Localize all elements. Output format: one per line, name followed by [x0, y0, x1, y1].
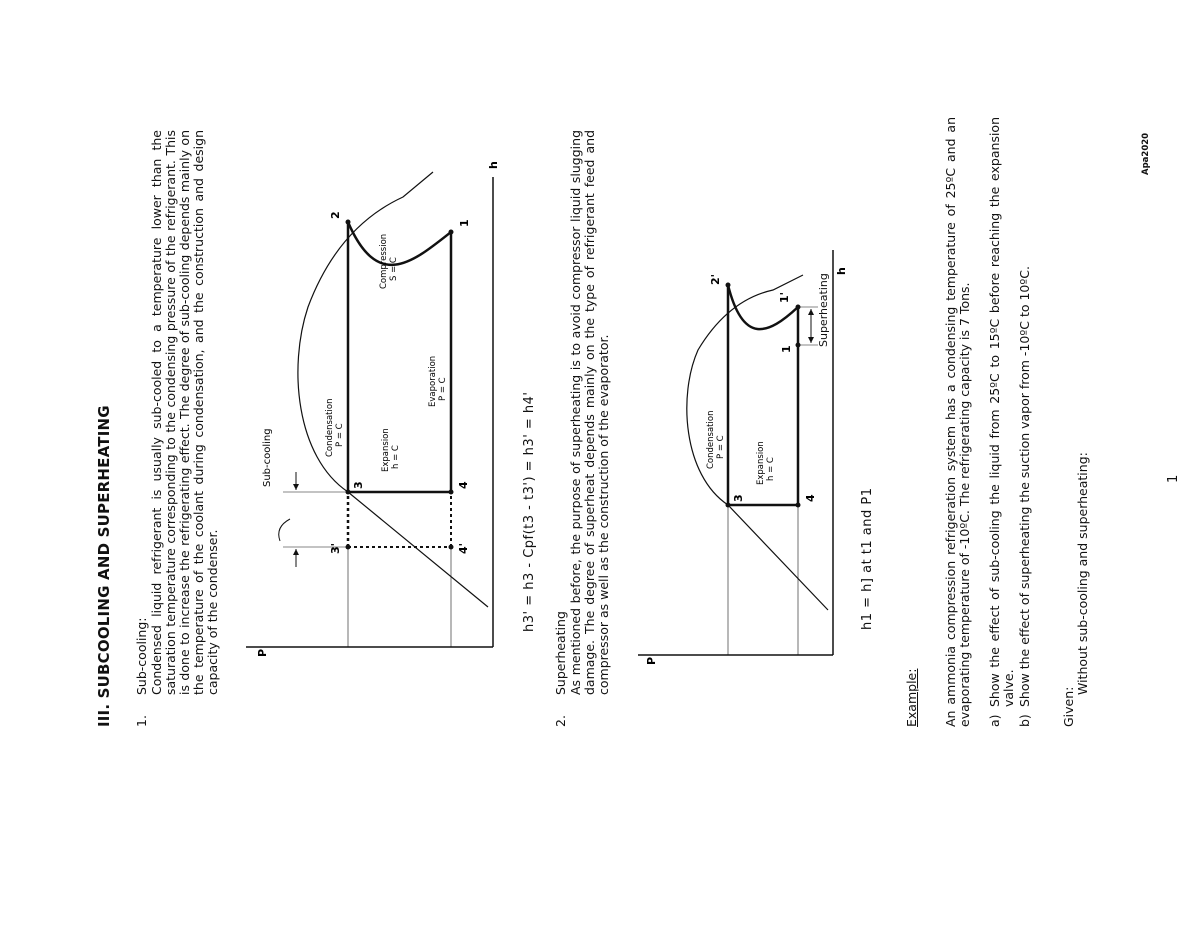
point-4: 4 — [457, 481, 470, 489]
condensation-p-const: P = C — [716, 435, 726, 459]
evaporation-p-const: P = C — [438, 377, 448, 401]
superheating-paragraph: As mentioned before, the purpose of superheating is to avoid compressor liquid slugging damage. The degree of superheat depends mainly on the type of refrigerant feed and compressor as well as the construction of the evaporator. — [568, 130, 611, 695]
example-item-b: Show the effect of superheating the suction vapor from -10ºC to 10ºC. — [1017, 266, 1032, 707]
leader-line — [279, 519, 290, 541]
condensation-label: Condensation — [325, 398, 335, 457]
given-subtitle: Without sub-cooling and superheating: — [1075, 452, 1090, 695]
given-label: Given: — [1061, 686, 1076, 727]
superheating-ph-diagram — [633, 235, 848, 695]
condensation-label: Condensation — [706, 410, 716, 469]
superheating-title: Superheating — [553, 611, 568, 695]
example-title: Example: — [904, 668, 919, 727]
dim-arrow-head — [808, 337, 814, 343]
h-axis-label: h — [835, 267, 848, 275]
example-item-b-marker: b) — [1017, 714, 1032, 727]
point-2-prime: 2' — [709, 273, 722, 285]
superheating-label: Superheating — [817, 273, 830, 347]
point-4: 4 — [804, 494, 817, 502]
subcooling-equation: h3' = h3 - Cpf(t3 - t3') = h3' = h4' — [522, 391, 537, 632]
superheating-equation: h1 = h] at t1 and P1 — [860, 487, 875, 630]
expansion-label: Expansion — [381, 428, 391, 472]
subcooling-paragraph: Condensed liquid refrigerant is usually sub-cooled to a temperature lower than the saturation temperature corresponding to the condensing pressure of the refrigerant. This is done to increase the refrigerating effect. The degree of sub-cooling depends mainly on the temperature of the coolant during condensation, and the construction and design capacity of the condenser. — [149, 130, 220, 695]
expansion-label: Expansion — [756, 441, 766, 485]
dim-arrow-head — [293, 484, 299, 490]
expansion-h-const: h = C — [391, 445, 401, 469]
point-3: 3 — [732, 494, 745, 502]
section-heading: III. SUBCOOLING AND SUPERHEATING — [95, 405, 113, 727]
subcooling-label: Sub-cooling — [262, 428, 273, 487]
expansion-h-const: h = C — [766, 457, 776, 481]
compression-line — [348, 222, 451, 265]
point-1-prime: 1' — [778, 291, 791, 303]
compression-label: Compression — [379, 233, 389, 289]
point-1: 1 — [780, 345, 793, 353]
example-paragraph: An ammonia compression refrigeration system has a condensing temperature of 25ºC and an evaporating temperature of -10ºC. The refrigerating capacity is 7 Tons. — [943, 117, 972, 727]
condensation-p-const: P = C — [335, 423, 345, 447]
subcooling-ph-diagram — [238, 137, 500, 697]
dim-arrow-head — [293, 549, 299, 555]
example-item-a: Show the effect of sub-cooling the liquid from 25ºC to 15ºC before reaching the expansion valve. — [987, 117, 1016, 707]
point-1: 1 — [458, 219, 471, 227]
item-number-2: 2. — [553, 715, 568, 727]
document-code: Apa2020 — [1141, 132, 1151, 175]
p-axis-label: P — [645, 656, 658, 665]
subcooling-title: Sub-cooling: — [134, 617, 149, 695]
saturation-dome — [298, 172, 488, 607]
example-item-a-marker: a) — [987, 714, 1002, 727]
point-2: 2 — [329, 211, 342, 219]
h-axis-label: h — [487, 161, 500, 169]
point-4-prime: 4' — [457, 542, 470, 554]
item-number-1: 1. — [134, 715, 149, 727]
point-3: 3 — [352, 481, 365, 489]
page-number: 1 — [1166, 474, 1181, 483]
compression-s-const: S = C — [389, 257, 399, 281]
dim-arrow-head — [808, 309, 814, 315]
evaporation-label: Evaporation — [428, 355, 438, 407]
p-axis-label: P — [256, 648, 269, 657]
point-3-prime: 3' — [329, 542, 342, 554]
